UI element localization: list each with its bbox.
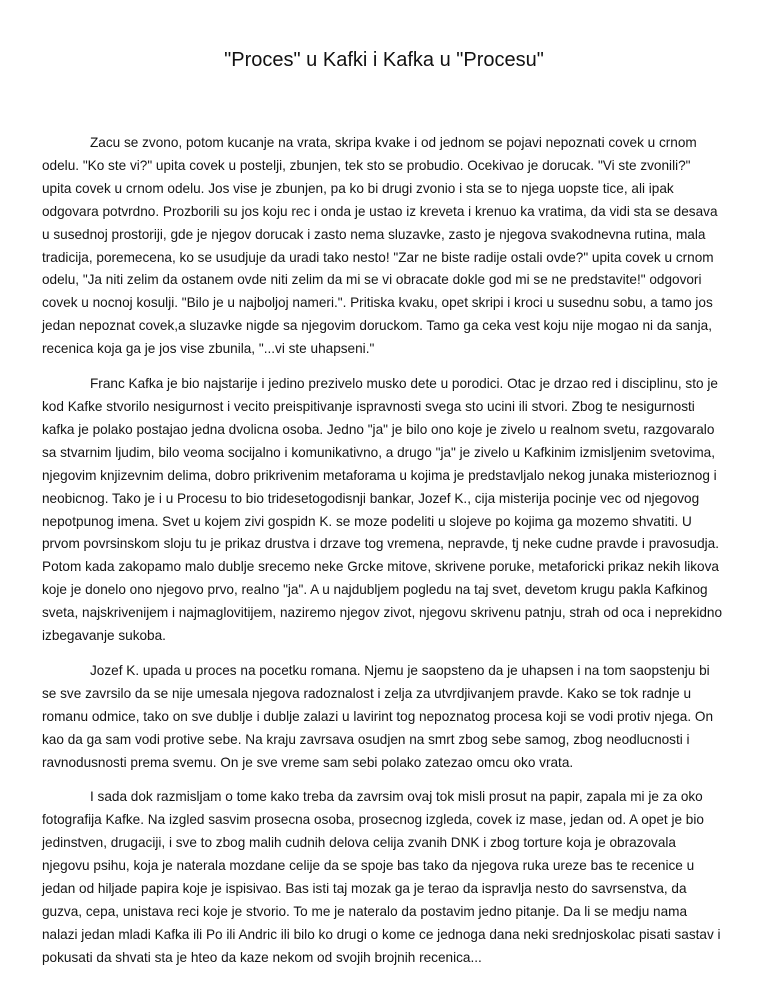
paragraph-4: I sada dok razmisljam o tome kako treba da zavrsim ovaj tok misli prosut na papir, zapala mi je za oko fotografija Kafke. Na izgled sasvim prosecna osoba, prosecnog izgleda, covek iz mase, jedan od. A opet je bio jedinstven, drugaciji, i sve to zbog malih cudnih delova celija zvanih DNK i zbog torture koja je obrazovala njegovu psihu, koja je naterala mozdane celije da se spoje bas tako da njegova ruka ureze bas te recenice u jedan od hiljade papira koje je ispisivao. Bas isti taj mozak ga je terao da ispravlja nesto do savrsenstva, da guzva, cepa, unistava reci koje je stvorio. To me je nateralo da postavim jedno pitanje. Da li se medju nama nalazi jedan mladi Kafka ili Po ili Andric ili bilo ko drugi o kome ce jednoga dana neki srednjoskolac pisati sastav i pokusati da shvati sta je hteo da kaze nekom od svojih brojnih recenica... bbox=[42, 789, 721, 965]
paragraph-1: Zacu se zvono, potom kucanje na vrata, skripa kvake i od jednom se pojavi nepoznati covek u crnom odelu. "Ko ste vi?" upita covek u postelji, zbunjen, tek sto se probudio. Ocekivao je dorucak. "Vi ste zvonili?" upita covek u crnom odelu. Jos vise je zbunjen, pa ko bi drugi zvonio i sta se to njega uopste tice, ali ipak odgovara potvrdno. Prozborili su jos koju rec i onda je ustao iz kreveta i krenuo ka vratima, da vidi sta se desava u susednoj prostoriji, gde je njegov dorucak i zasto nema sluzavke, zasto je njegova svakodnevna rutina, mala tradicija, poremecena, ko se usudjuje da uradi tako nesto! "Zar ne biste radije ostali ovde?" upita covek u crnom odelu, "Ja niti zelim da ostanem ovde niti zelim da mi se vi obracate dokle god mi se ne predstavite!" odgovori covek u nocnoj kosulji. "Bilo je u najboljoj nameri.". Pritiska kvaku, opet skripi i kroci u susednu sobu, a tamo jos jedan nepoznat covek,a sluzavke nigde sa njegovim doruckom. Tamo ga ceka vest koju nije mogao ni da sanja, recenica koja ga je jos vise zbunila, "...vi ste uhapseni." bbox=[42, 135, 718, 357]
paragraph-2: Franc Kafka je bio najstarije i jedino prezivelo musko dete u porodici. Otac je drzao red i disciplinu, sto je kod Kafke stvorilo nesigurnost i vecito preispitivanje ispravnosti svega sto ucini ili stvori. Zbog te nesigurnosti kafka je polako postajao jedna dvolicna osoba. Jedno "ja" je bilo ono koje je zivelo u realnom svetu, razgovaralo sa stvarnim ljudim, bilo veoma socijalno i komunikativno, a drugo "ja" je zivelo u Kafkinim izmisljenim svetovima, njegovim knjizevnim delima, dobro prikrivenim metaforama u kojima je predstavljalo nekog junaka misterioznog i neobicnog. Tako je i u Procesu to bio tridesetogodisnji bankar, Jozef K., cija misterija pocinje vec od njegovog nepotpunog imena. Svet u kojem zivi gospidn K. se moze podeliti u slojeve po kojima ga mozemo shvatiti. U prvom povrsinskom sloju tu je prikaz drustva i drzave tog vremena, nepravde, tj neke cudne pravde i pravosudja. Potom kada zakopamo malo dublje srecemo neke Grcke mitove, skrivene poruke, metaforicki prikaz nekih likova koje je donelo ono njegovo prvo, realno "ja". A u najdubljem pogledu na taj svet, devetom krugu pakla Kafkinog sveta, najskrivenijem i najmaglovitijem, naziremo njegov zivot, njegovu skrivenu patnju, strah od oca i neprekidno izbegavanje sukoba. bbox=[42, 376, 723, 644]
document-title: "Proces" u Kafki i Kafka u "Procesu" bbox=[224, 49, 544, 71]
document-body bbox=[42, 132, 723, 982]
paragraph-3: Jozef K. upada u proces na pocetku romana. Njemu je saopsteno da je uhapsen i na tom saopstenju bi se sve zavrsilo da se nije umesala njegova radoznalost i zelja za utvrdjivanjem pravde. Kako se tok radnje u romanu odmice, tako on sve dublje i dublje zalazi u lavirint tog nepoznatog procesa koji se vodi protiv njega. On kao da ga sam vodi protive sebe. Na kraju zavrsava osudjen na smrt zbog sebe samog, zbog neodlucnosti i ravnodusnosti prema svemu. On je sve vreme sam sebi polako zatezao omcu oko vrata. bbox=[42, 662, 714, 770]
